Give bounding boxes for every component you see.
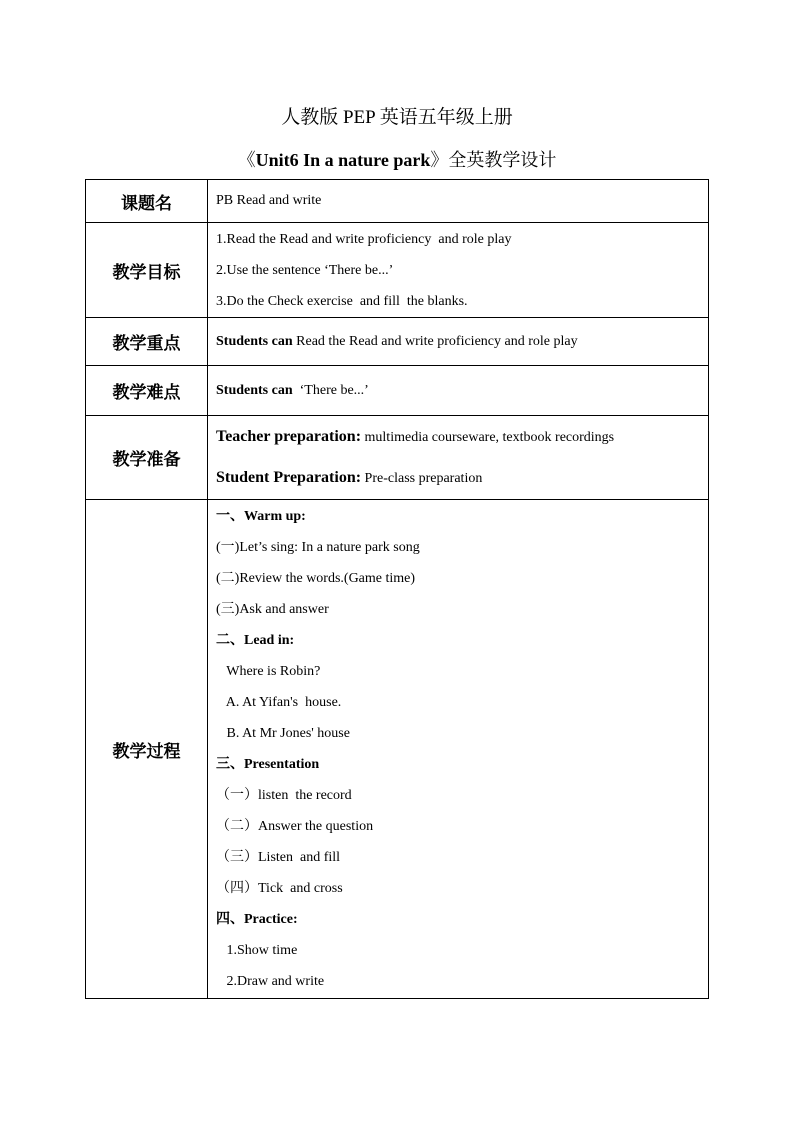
subtitle-unit: Unit6 In a nature park — [255, 150, 431, 170]
presentation-item: （三）Listen and fill — [216, 850, 341, 865]
key-points-text: Read the Read and write proficiency and role play — [292, 333, 578, 349]
label-preparation: 教学准备 — [86, 416, 208, 500]
label-key-points: 教学重点 — [86, 318, 208, 366]
lesson-plan-table — [85, 179, 709, 999]
label-topic: 课题名 — [86, 180, 208, 223]
row-process — [86, 500, 709, 999]
teacher-preparation — [216, 417, 708, 458]
key-points-subject: Students can — [216, 333, 293, 349]
value-preparation — [208, 416, 709, 500]
presentation-heading: 三、Presentation — [216, 757, 320, 772]
subtitle-prefix: 《 — [237, 150, 256, 170]
subtitle-suffix: 》全英教学设计 — [430, 150, 557, 170]
lead-in-heading: 二、Lead in: — [216, 633, 295, 648]
warm-up-heading: 一、Warm up: — [216, 509, 306, 524]
objective-item: 3.Do the Check exercise and fill the blanks. — [216, 293, 468, 309]
presentation-item: （一）listen the record — [216, 788, 352, 803]
objective-item: 1.Read the Read and write proficiency and role play — [216, 231, 512, 247]
student-preparation — [216, 458, 708, 499]
lead-in-item: Where is Robin? — [216, 664, 321, 679]
objective-item: 2.Use the sentence ‘There be...’ — [216, 262, 394, 278]
row-difficulties — [86, 366, 709, 416]
warm-up-item: (一)Let’s sing: In a nature park song — [216, 540, 420, 555]
teacher-preparation-text: multimedia courseware, textbook recordings — [361, 429, 615, 445]
label-process: 教学过程 — [86, 500, 208, 999]
document-title: 人教版 PEP 英语五年级上册 — [281, 107, 513, 128]
student-preparation-text: Pre-class preparation — [361, 470, 483, 486]
label-difficulties: 教学难点 — [86, 366, 208, 416]
warm-up-item: (二)Review the words.(Game time) — [216, 571, 416, 586]
student-preparation-label: Student Preparation: — [216, 468, 362, 486]
presentation-item: （四）Tick and cross — [216, 881, 343, 896]
row-objectives — [86, 223, 709, 318]
value-key-points — [208, 318, 709, 366]
value-objectives — [208, 223, 709, 318]
value-difficulties — [208, 366, 709, 416]
lead-in-item: A. At Yifan's house. — [216, 695, 342, 710]
difficulties-text: ‘There be...’ — [292, 382, 369, 398]
difficulties-subject: Students can — [216, 382, 293, 398]
practice-heading: 四、Practice: — [216, 912, 298, 927]
value-topic: PB Read and write — [208, 180, 709, 223]
row-preparation — [86, 416, 709, 500]
row-topic — [86, 180, 709, 223]
value-process — [208, 500, 709, 999]
document-subtitle — [0, 146, 794, 174]
row-key-points — [86, 318, 709, 366]
practice-item: 2.Draw and write — [216, 974, 325, 989]
warm-up-item: (三)Ask and answer — [216, 602, 329, 617]
label-objectives: 教学目标 — [86, 223, 208, 318]
practice-item: 1.Show time — [216, 943, 298, 958]
teacher-preparation-label: Teacher preparation: — [216, 427, 362, 445]
presentation-item: （二）Answer the question — [216, 819, 374, 834]
lead-in-item: B. At Mr Jones' house — [216, 726, 350, 741]
